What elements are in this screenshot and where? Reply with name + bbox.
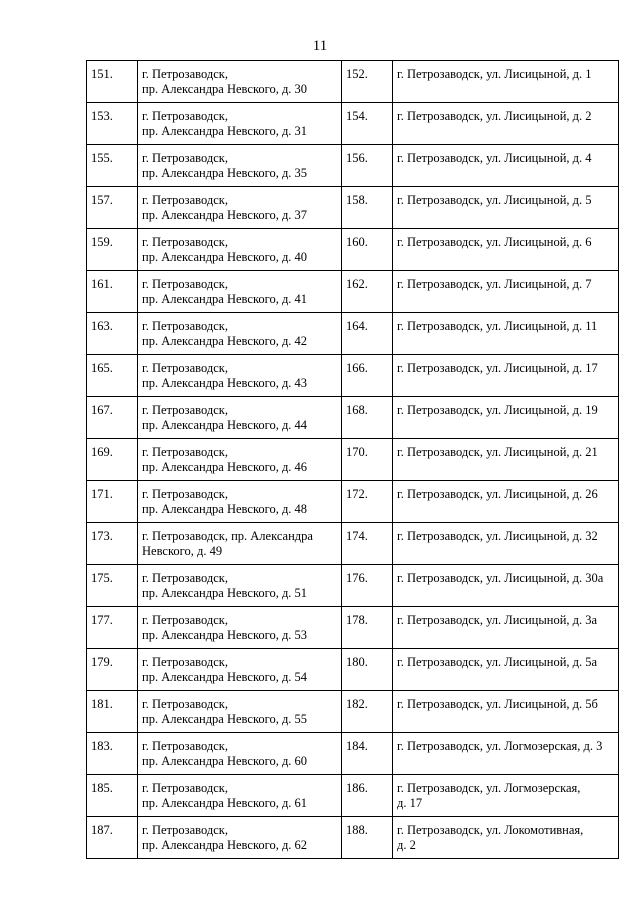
row-number-left: 163.	[87, 313, 138, 355]
row-number-left: 179.	[87, 649, 138, 691]
address-left	[138, 691, 342, 733]
row-number-left: 157.	[87, 187, 138, 229]
address-line: пр. Александра Невского, д. 55	[142, 712, 308, 726]
table-row	[87, 439, 619, 481]
address-table	[86, 60, 619, 859]
address-line: пр. Александра Невского, д. 54	[142, 670, 308, 684]
row-number-right: 186.	[342, 775, 393, 817]
row-number-right: 156.	[342, 145, 393, 187]
address-line: г. Петрозаводск, ул. Лисицыной, д. 1	[397, 67, 592, 81]
address-left	[138, 565, 342, 607]
address-right	[393, 439, 619, 481]
address-left	[138, 103, 342, 145]
table-row	[87, 271, 619, 313]
address-right	[393, 229, 619, 271]
address-right	[393, 397, 619, 439]
address-line: пр. Александра Невского, д. 46	[142, 460, 308, 474]
address-line: пр. Александра Невского, д. 60	[142, 754, 308, 768]
address-line: пр. Александра Невского, д. 44	[142, 418, 308, 432]
address-line: г. Петрозаводск,	[142, 193, 228, 207]
row-number-left: 161.	[87, 271, 138, 313]
address-line: пр. Александра Невского, д. 51	[142, 586, 308, 600]
address-line: г. Петрозаводск,	[142, 361, 228, 375]
address-line: пр. Александра Невского, д. 48	[142, 502, 308, 516]
address-line: г. Петрозаводск, ул. Лисицыной, д. 30а	[397, 571, 604, 585]
address-line: г. Петрозаводск, ул. Логмозерская,	[397, 781, 581, 795]
address-left	[138, 145, 342, 187]
address-line: г. Петрозаводск, ул. Лисицыной, д. 32	[397, 529, 598, 543]
address-line: г. Петрозаводск, пр. Александра	[142, 529, 313, 543]
address-table-body	[87, 61, 619, 859]
table-row	[87, 649, 619, 691]
address-left	[138, 355, 342, 397]
page-number: 11	[312, 38, 328, 54]
address-line: д. 2	[397, 838, 416, 852]
row-number-right: 166.	[342, 355, 393, 397]
address-right	[393, 61, 619, 103]
row-number-left: 159.	[87, 229, 138, 271]
address-line: пр. Александра Невского, д. 40	[142, 250, 308, 264]
address-right	[393, 145, 619, 187]
address-line: г. Петрозаводск, ул. Лисицыной, д. 21	[397, 445, 598, 459]
address-line: г. Петрозаводск,	[142, 823, 228, 837]
address-line: г. Петрозаводск,	[142, 487, 228, 501]
address-line: пр. Александра Невского, д. 31	[142, 124, 308, 138]
address-left	[138, 775, 342, 817]
row-number-right: 174.	[342, 523, 393, 565]
address-line: г. Петрозаводск, ул. Лисицыной, д. 11	[397, 319, 598, 333]
address-line: г. Петрозаводск, ул. Лисицыной, д. 5б	[397, 697, 598, 711]
row-number-right: 180.	[342, 649, 393, 691]
address-right	[393, 649, 619, 691]
table-row	[87, 691, 619, 733]
address-right	[393, 565, 619, 607]
address-line: г. Петрозаводск,	[142, 67, 228, 81]
row-number-left: 173.	[87, 523, 138, 565]
address-line: пр. Александра Невского, д. 62	[142, 838, 308, 852]
address-left	[138, 481, 342, 523]
address-line: г. Петрозаводск,	[142, 403, 228, 417]
address-line: г. Петрозаводск, ул. Лисицыной, д. 2	[397, 109, 592, 123]
address-line: г. Петрозаводск,	[142, 277, 228, 291]
row-number-left: 153.	[87, 103, 138, 145]
address-left	[138, 229, 342, 271]
row-number-right: 164.	[342, 313, 393, 355]
row-number-left: 187.	[87, 817, 138, 859]
address-line: г. Петрозаводск, ул. Лисицыной, д. 5а	[397, 655, 598, 669]
table-row	[87, 187, 619, 229]
table-row	[87, 817, 619, 859]
address-left	[138, 61, 342, 103]
address-line: г. Петрозаводск, ул. Лисицыной, д. 3а	[397, 613, 598, 627]
table-row	[87, 607, 619, 649]
table-row	[87, 313, 619, 355]
table-row	[87, 481, 619, 523]
row-number-right: 152.	[342, 61, 393, 103]
row-number-right: 176.	[342, 565, 393, 607]
address-line: г. Петрозаводск,	[142, 235, 228, 249]
address-line: г. Петрозаводск,	[142, 781, 228, 795]
address-line: г. Петрозаводск,	[142, 697, 228, 711]
address-left	[138, 271, 342, 313]
table-row	[87, 733, 619, 775]
address-line: пр. Александра Невского, д. 53	[142, 628, 308, 642]
table-row	[87, 61, 619, 103]
address-line: г. Петрозаводск,	[142, 739, 228, 753]
address-left	[138, 649, 342, 691]
address-right	[393, 481, 619, 523]
address-left	[138, 523, 342, 565]
address-right	[393, 523, 619, 565]
address-right	[393, 733, 619, 775]
row-number-right: 168.	[342, 397, 393, 439]
address-right	[393, 313, 619, 355]
row-number-right: 188.	[342, 817, 393, 859]
row-number-right: 170.	[342, 439, 393, 481]
row-number-left: 167.	[87, 397, 138, 439]
address-line: г. Петрозаводск, ул. Локомотивная,	[397, 823, 584, 837]
address-line: г. Петрозаводск, ул. Лисицыной, д. 19	[397, 403, 598, 417]
address-line: пр. Александра Невского, д. 35	[142, 166, 308, 180]
address-line: пр. Александра Невского, д. 61	[142, 796, 308, 810]
address-right	[393, 775, 619, 817]
address-left	[138, 607, 342, 649]
address-line: г. Петрозаводск, ул. Лисицыной, д. 26	[397, 487, 598, 501]
address-line: пр. Александра Невского, д. 37	[142, 208, 308, 222]
address-left	[138, 439, 342, 481]
address-right	[393, 691, 619, 733]
table-row	[87, 775, 619, 817]
address-line: г. Петрозаводск, ул. Лисицыной, д. 5	[397, 193, 592, 207]
table-row	[87, 229, 619, 271]
table-row	[87, 565, 619, 607]
address-right	[393, 817, 619, 859]
row-number-right: 172.	[342, 481, 393, 523]
address-line: г. Петрозаводск, ул. Лисицыной, д. 4	[397, 151, 592, 165]
address-line: г. Петрозаводск, ул. Лисицыной, д. 7	[397, 277, 592, 291]
address-right	[393, 355, 619, 397]
row-number-left: 183.	[87, 733, 138, 775]
address-line: Невского, д. 49	[142, 544, 223, 558]
table-row	[87, 523, 619, 565]
row-number-left: 185.	[87, 775, 138, 817]
row-number-right: 182.	[342, 691, 393, 733]
address-line: г. Петрозаводск,	[142, 655, 228, 669]
row-number-left: 175.	[87, 565, 138, 607]
row-number-left: 169.	[87, 439, 138, 481]
row-number-left: 181.	[87, 691, 138, 733]
row-number-right: 178.	[342, 607, 393, 649]
row-number-left: 155.	[87, 145, 138, 187]
address-left	[138, 733, 342, 775]
address-line: г. Петрозаводск,	[142, 151, 228, 165]
row-number-right: 162.	[342, 271, 393, 313]
address-left	[138, 313, 342, 355]
address-line: г. Петрозаводск,	[142, 319, 228, 333]
address-line: г. Петрозаводск,	[142, 109, 228, 123]
row-number-left: 165.	[87, 355, 138, 397]
table-row	[87, 145, 619, 187]
address-line: пр. Александра Невского, д. 41	[142, 292, 308, 306]
row-number-right: 184.	[342, 733, 393, 775]
address-line: д. 17	[397, 796, 423, 810]
table-row	[87, 355, 619, 397]
address-right	[393, 103, 619, 145]
address-line: г. Петрозаводск,	[142, 613, 228, 627]
table-row	[87, 397, 619, 439]
row-number-left: 151.	[87, 61, 138, 103]
address-left	[138, 397, 342, 439]
address-line: г. Петрозаводск,	[142, 445, 228, 459]
row-number-right: 160.	[342, 229, 393, 271]
address-left	[138, 187, 342, 229]
address-right	[393, 187, 619, 229]
row-number-right: 154.	[342, 103, 393, 145]
address-line: пр. Александра Невского, д. 42	[142, 334, 308, 348]
row-number-right: 158.	[342, 187, 393, 229]
address-line: г. Петрозаводск, ул. Лисицыной, д. 6	[397, 235, 592, 249]
address-right	[393, 607, 619, 649]
address-left	[138, 817, 342, 859]
address-line: г. Петрозаводск, ул. Лисицыной, д. 17	[397, 361, 598, 375]
address-line: пр. Александра Невского, д. 43	[142, 376, 308, 390]
address-line: г. Петрозаводск, ул. Логмозерская, д. 3	[397, 739, 603, 753]
table-row	[87, 103, 619, 145]
address-line: пр. Александра Невского, д. 30	[142, 82, 308, 96]
address-right	[393, 271, 619, 313]
row-number-left: 171.	[87, 481, 138, 523]
address-line: г. Петрозаводск,	[142, 571, 228, 585]
row-number-left: 177.	[87, 607, 138, 649]
